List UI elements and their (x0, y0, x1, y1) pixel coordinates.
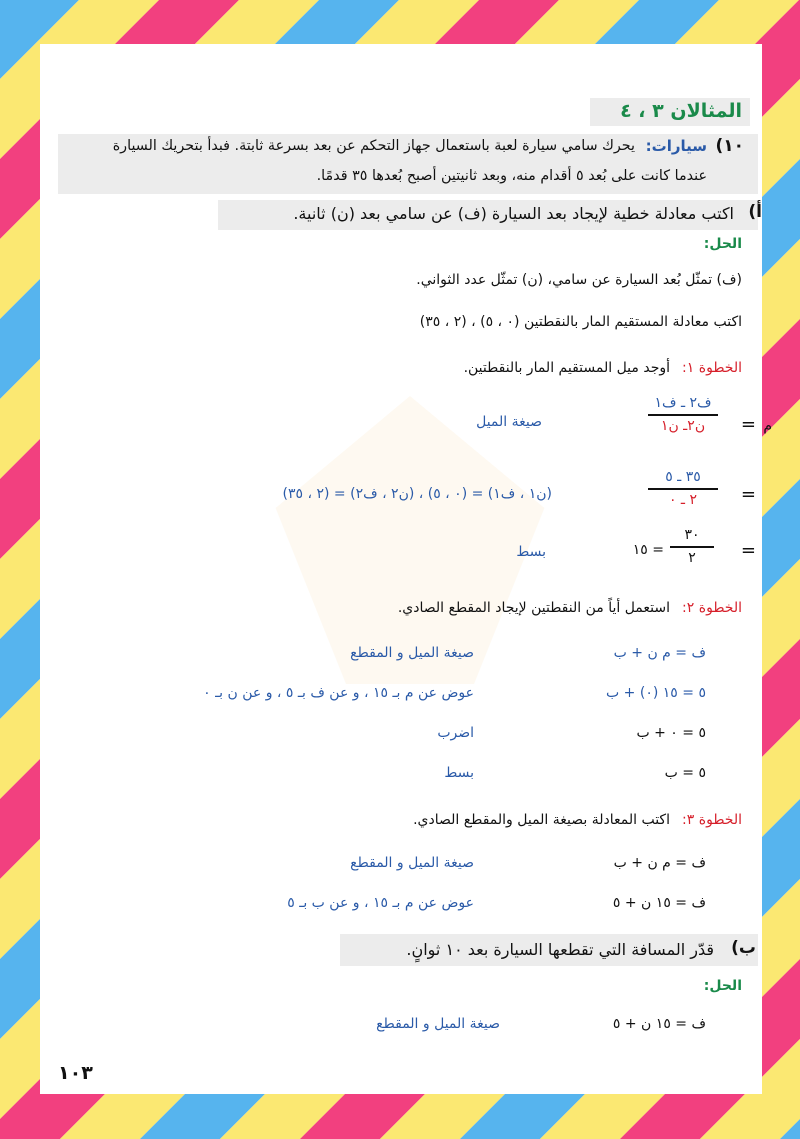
fraction-bar (670, 546, 714, 548)
slope-simplified-fraction (670, 528, 714, 566)
step-2-note-1: صيغة الميل و المقطع (350, 645, 474, 661)
part-b-note: صيغة الميل و المقطع (376, 1016, 500, 1032)
step-2-note-2: عوض عن م بـ ١٥ ، و عن ف بـ ٥ ، و عن ن بـ ٠ (203, 685, 474, 701)
page-number: ١٠٣ (58, 1062, 93, 1084)
substitution-note: (ن١ ، ف١) = (٠ ، ٥) ، (ن٢ ، ف٢) = (٢ ، ٣٥) (282, 486, 552, 502)
step-1-label: الخطوة ١: (682, 360, 742, 376)
step-3-note-1: صيغة الميل و المقطع (350, 855, 474, 871)
step-2-note-3: اضرب (437, 725, 474, 741)
step-3-text: اكتب المعادلة بصيغة الميل والمقطع الصادي. (413, 812, 670, 828)
slope-formula-numerator: ف٢ ـ ف١ (654, 395, 712, 411)
points-instruction: اكتب معادلة المستقيم المار بالنقطتين (٠ ، ٥) ، (٢ ، ٣٥) (419, 314, 742, 330)
problem-line-1: يحرك سامي سيارة لعبة باستعمال جهاز التحكم عن بعد بسرعة ثابتة. فبدأ بتحريك السيارة (112, 138, 635, 154)
problem-number: ١٠) (715, 136, 744, 156)
step-1-text: أوجد ميل المستقيم المار بالنقطتين. (463, 360, 670, 376)
variables-definition: (ف) تمثّل بُعد السيارة عن سامي، (ن) تمثّل عدد الثواني. (416, 272, 742, 288)
part-b-question: قدّر المسافة التي تقطعها السيارة بعد ١٠ ثوانٍ. (406, 940, 714, 959)
substitution-numerator: ٣٥ ـ ٥ (665, 469, 701, 485)
part-b-solution-label: الحل: (703, 978, 742, 994)
step-3-label: الخطوة ٣: (682, 812, 742, 828)
simplified-denominator: ٢ (688, 549, 696, 566)
part-a-solution-label: الحل: (703, 236, 742, 252)
fraction-bar (648, 414, 718, 416)
part-b-label: ب) (731, 938, 756, 958)
slope-formula-note: صيغة الميل (476, 414, 542, 430)
slope-result: = ١٥ (632, 542, 664, 558)
slope-substitution-fraction (648, 470, 718, 508)
step-2-label: الخطوة ٢: (682, 600, 742, 616)
step-2-eq-1: ف = م ن + ب (613, 645, 706, 661)
step-3-eq-2: ف = ١٥ ن + ٥ (612, 895, 706, 911)
slope-formula-fraction (648, 396, 718, 434)
slope-equals-3: = (740, 540, 756, 561)
step-2-note-4: بسط (444, 765, 474, 781)
slope-equals-2: = (740, 484, 756, 505)
step-2-eq-2: ٥ = ١٥ (٠) + ب (606, 685, 706, 701)
simplify-note: بسط (516, 544, 546, 560)
step-2-eq-3: ٥ = ٠ + ب (636, 725, 706, 741)
step-3-eq-1: ف = م ن + ب (613, 855, 706, 871)
part-a-label: أ) (748, 202, 762, 222)
problem-line-2: عندما كانت على بُعد ٥ أقدام منه، وبعد ثانيتين أصبح بُعدها ٣٥ قدمًا. (316, 168, 707, 184)
slope-equals-1: = (740, 414, 756, 435)
slope-formula-denominator: ن٢ـ ن١ (660, 417, 706, 434)
simplified-numerator: ٣٠ (684, 527, 700, 543)
step-2-eq-4: ٥ = ب (664, 765, 706, 781)
part-a-question: اكتب معادلة خطية لإيجاد بعد السيارة (ف) عن سامي بعد (ن) ثانية. (293, 204, 734, 223)
slope-symbol: م (763, 418, 772, 434)
substitution-denominator: ٢ ـ ٠ (668, 491, 698, 508)
page-title: المثالان ٣ ، ٤ (620, 100, 742, 122)
problem-topic: سيارات: (645, 137, 707, 155)
step-3-note-2: عوض عن م بـ ١٥ ، و عن ب بـ ٥ (287, 895, 474, 911)
step-2-text: استعمل أياً من النقطتين لإيجاد المقطع الصادي. (397, 600, 670, 616)
part-b-eq: ف = ١٥ ن + ٥ (612, 1016, 706, 1032)
fraction-bar (648, 488, 718, 490)
